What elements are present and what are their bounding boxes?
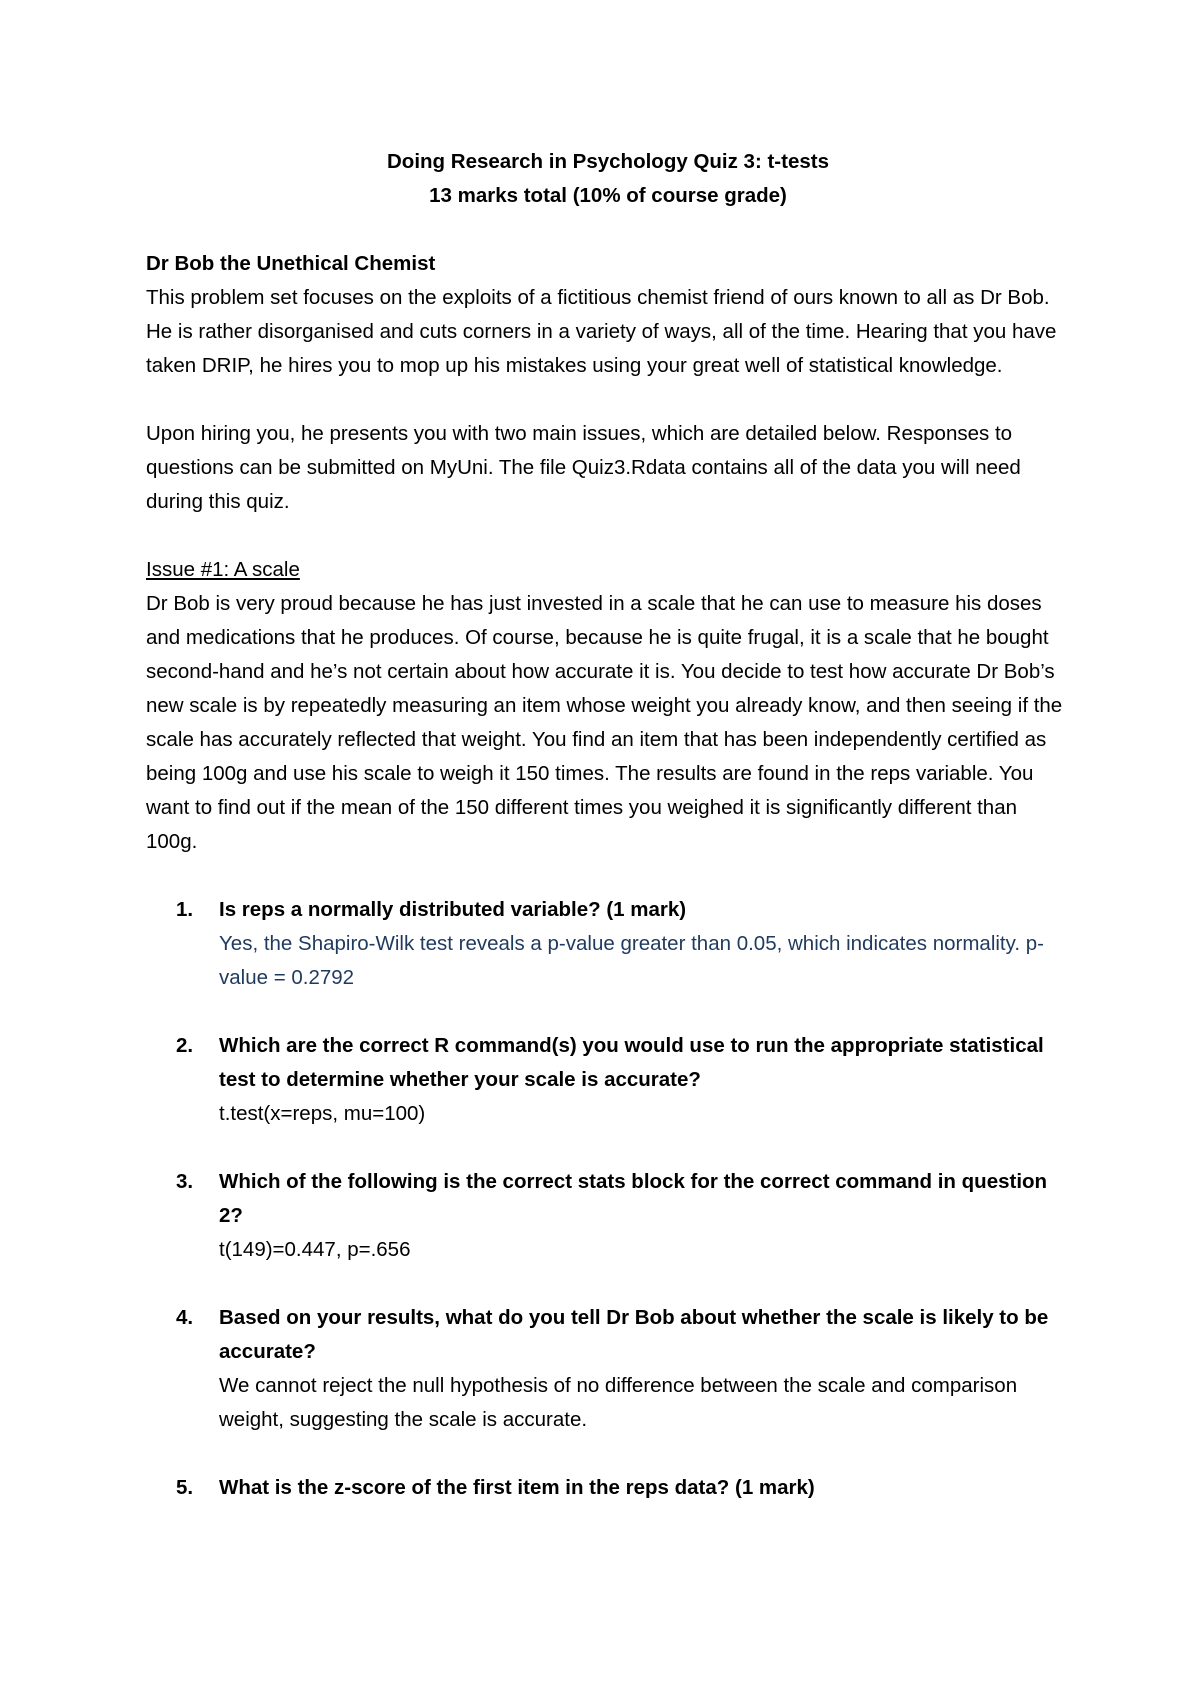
question-number: 3. [176,1170,194,1193]
question-item-1 [146,893,1070,995]
intro-paragraph-1: This problem set focuses on the exploits of a fictitious chemist friend of ours known to all as Dr Bob. He is rather disorganised and cuts corners in a variety of ways, all of the time. Hearing that you have taken DRIP, he hires you to mop up his mistakes using your great well of statistical knowledge. [146,286,1057,377]
answer-text: t(149)=0.447, p=.656 [219,1238,411,1261]
question-number: 5. [176,1476,194,1499]
paragraph-spacer [146,383,1070,417]
question-number: 1. [176,898,194,921]
question-text: Which are the correct R command(s) you would use to run the appropriate statistical test to determine whether your scale is accurate? [219,1034,1044,1091]
document-header [146,145,1070,213]
issue-1-heading: Issue #1: A scale [146,558,300,581]
question-text: Which of the following is the correct stats block for the correct command in question 2? [219,1170,1048,1227]
answer-text: We cannot reject the null hypothesis of no difference between the scale and comparison weight, suggesting the scale is accurate. [219,1374,1018,1431]
document-title: Doing Research in Psychology Quiz 3: t-tests [387,150,829,173]
intro-heading: Dr Bob the Unethical Chemist [146,252,436,275]
issue-1-description: Dr Bob is very proud because he has just invested in a scale that he can use to measure his doses and medications that he produces. Of course, because he is quite frugal, it is a scale that he bought second-hand and he’s not certain about how accurate it is. You decide to test how accurate Dr Bob’s new scale is by repeatedly measuring an item whose weight you already know, and then seeing if the scale has accurately reflected that weight. You find an item that has been independently certified as being 100g and use his scale to weigh it 150 times. The results are found in the reps variable. You want to find out if the mean of the 150 different times you weighed it is significantly different than 100g. [146,592,1063,853]
answer-text: t.test(x=reps, mu=100) [219,1102,426,1125]
question-number: 4. [176,1306,194,1329]
question-text: What is the z-score of the first item in the reps data? (1 mark) [219,1476,815,1499]
question-list [146,893,1070,1505]
question-text: Is reps a normally distributed variable? (1 mark) [219,898,687,921]
question-number: 2. [176,1034,194,1057]
answer-text: Yes, the Shapiro-Wilk test reveals a p-value greater than 0.05, which indicates normality. p-value = 0.2792 [219,932,1044,989]
question-item-2 [146,1029,1070,1131]
document-subtitle: 13 marks total (10% of course grade) [429,184,787,207]
question-item-3 [146,1165,1070,1267]
intro-paragraph-2: Upon hiring you, he presents you with two main issues, which are detailed below. Responses to questions can be submitted on MyUni. The file Quiz3.Rdata contains all of the data you will need during this quiz. [146,422,1021,513]
question-text: Based on your results, what do you tell Dr Bob about whether the scale is likely to be accurate? [219,1306,1049,1363]
question-item-4 [146,1301,1070,1437]
question-item-5 [146,1471,1070,1505]
